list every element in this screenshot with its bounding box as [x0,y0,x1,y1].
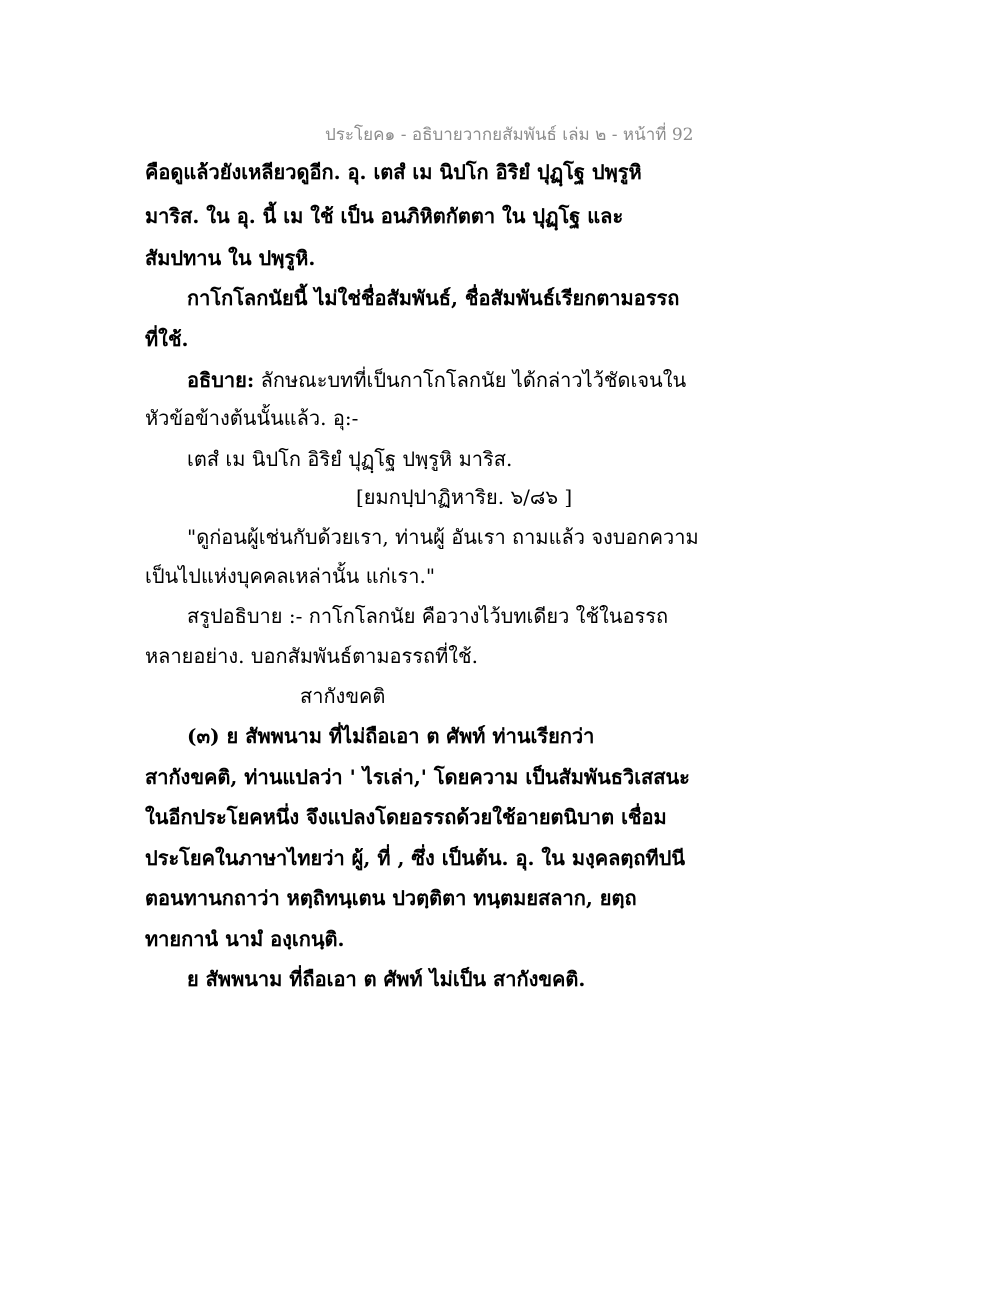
explanation-label: อธิบาย: [187,368,255,392]
pali-example: เตสํ เม นิปโก อิริยํ ปุฏฺโฐ ปพฺรูหิ มาริส. [187,447,513,471]
translation-line: เป็นไปแห่งบุคคลเหล่านั้น แก่เรา." [145,564,436,588]
paragraph-start: (๓) ย สัพพนาม ที่ไม่ถือเอา ต ศัพท์ ท่านเรียกว่า [187,724,595,748]
text-line: มาริส. ใน อุ. นี้ เม ใช้ เป็น อนภิหิตกัตตา ใน ปุฏฺโฐ และ [145,204,624,228]
text-line: ประโยคในภาษาไทยว่า ผู้, ที่ , ซึ่ง เป็นต้น. อุ. ใน มงฺคลตฺถทีปนี [145,846,686,870]
text-line: ตอนทานกถาว่า หตฺถิทนฺเตน ปวตฺติตา ทนฺตมยสลาก, ยตฺถ [145,886,637,910]
text-line: หัวข้อข้างต้นนั้นแล้ว. อุ:- [145,406,359,430]
section-heading: สากังขคติ [300,684,386,708]
translation-line: "ดูก่อนผู้เช่นกับด้วยเรา, ท่านผู้ อันเรา ถามแล้ว จงบอกความ [187,525,699,549]
text-line: หลายอย่าง. บอกสัมพันธ์ตามอรรถที่ใช้. [145,644,478,668]
text-line: สากังขคติ, ท่านแปลว่า ' ไรเล่า,' โดยความ เป็นสัมพันธวิเสสนะ [145,765,690,789]
explanation-text: ลักษณะบทที่เป็นกาโกโลกนัย ได้กล่าวไว้ชัดเจนใน [254,368,687,392]
paragraph-start: ย สัพพนาม ที่ถือเอา ต ศัพท์ ไม่เป็น สากังขคติ. [187,967,586,991]
text-line: ทายกานํ นามํ องฺเกนฺติ. [145,927,345,951]
paragraph-start: กาโกโลกนัยนี้ ไม่ใช่ชื่อสัมพันธ์, ชื่อสัมพันธ์เรียกตามอรรถ [187,286,680,310]
text-line: สัมปทาน ใน ปพฺรูหิ. [145,246,316,270]
text-line: ที่ใช้. [145,327,189,351]
citation: [ยมกปฺปาฏิหาริย. ๖/๘๖ ] [356,485,573,509]
text-line: ในอีกประโยคหนึ่ง จึงแปลงโดยอรรถด้วยใช้อายตนิบาต เชื่อม [145,805,667,829]
page-header: ประโยค๑ - อธิบายวากยสัมพันธ์ เล่ม ๒ - หน้าที่ 92 [325,125,694,145]
text-line: คือดูแล้วยังเหลียวดูอีก. อุ. เตสํ เม นิปโก อิริยํ ปุฏฺโฐ ปพฺรูหิ [145,160,642,184]
summary-line: สรูปอธิบาย :- กาโกโลกนัย คือวางไว้บทเดียว ใช้ในอรรถ [187,604,669,628]
explanation-line [187,365,686,395]
